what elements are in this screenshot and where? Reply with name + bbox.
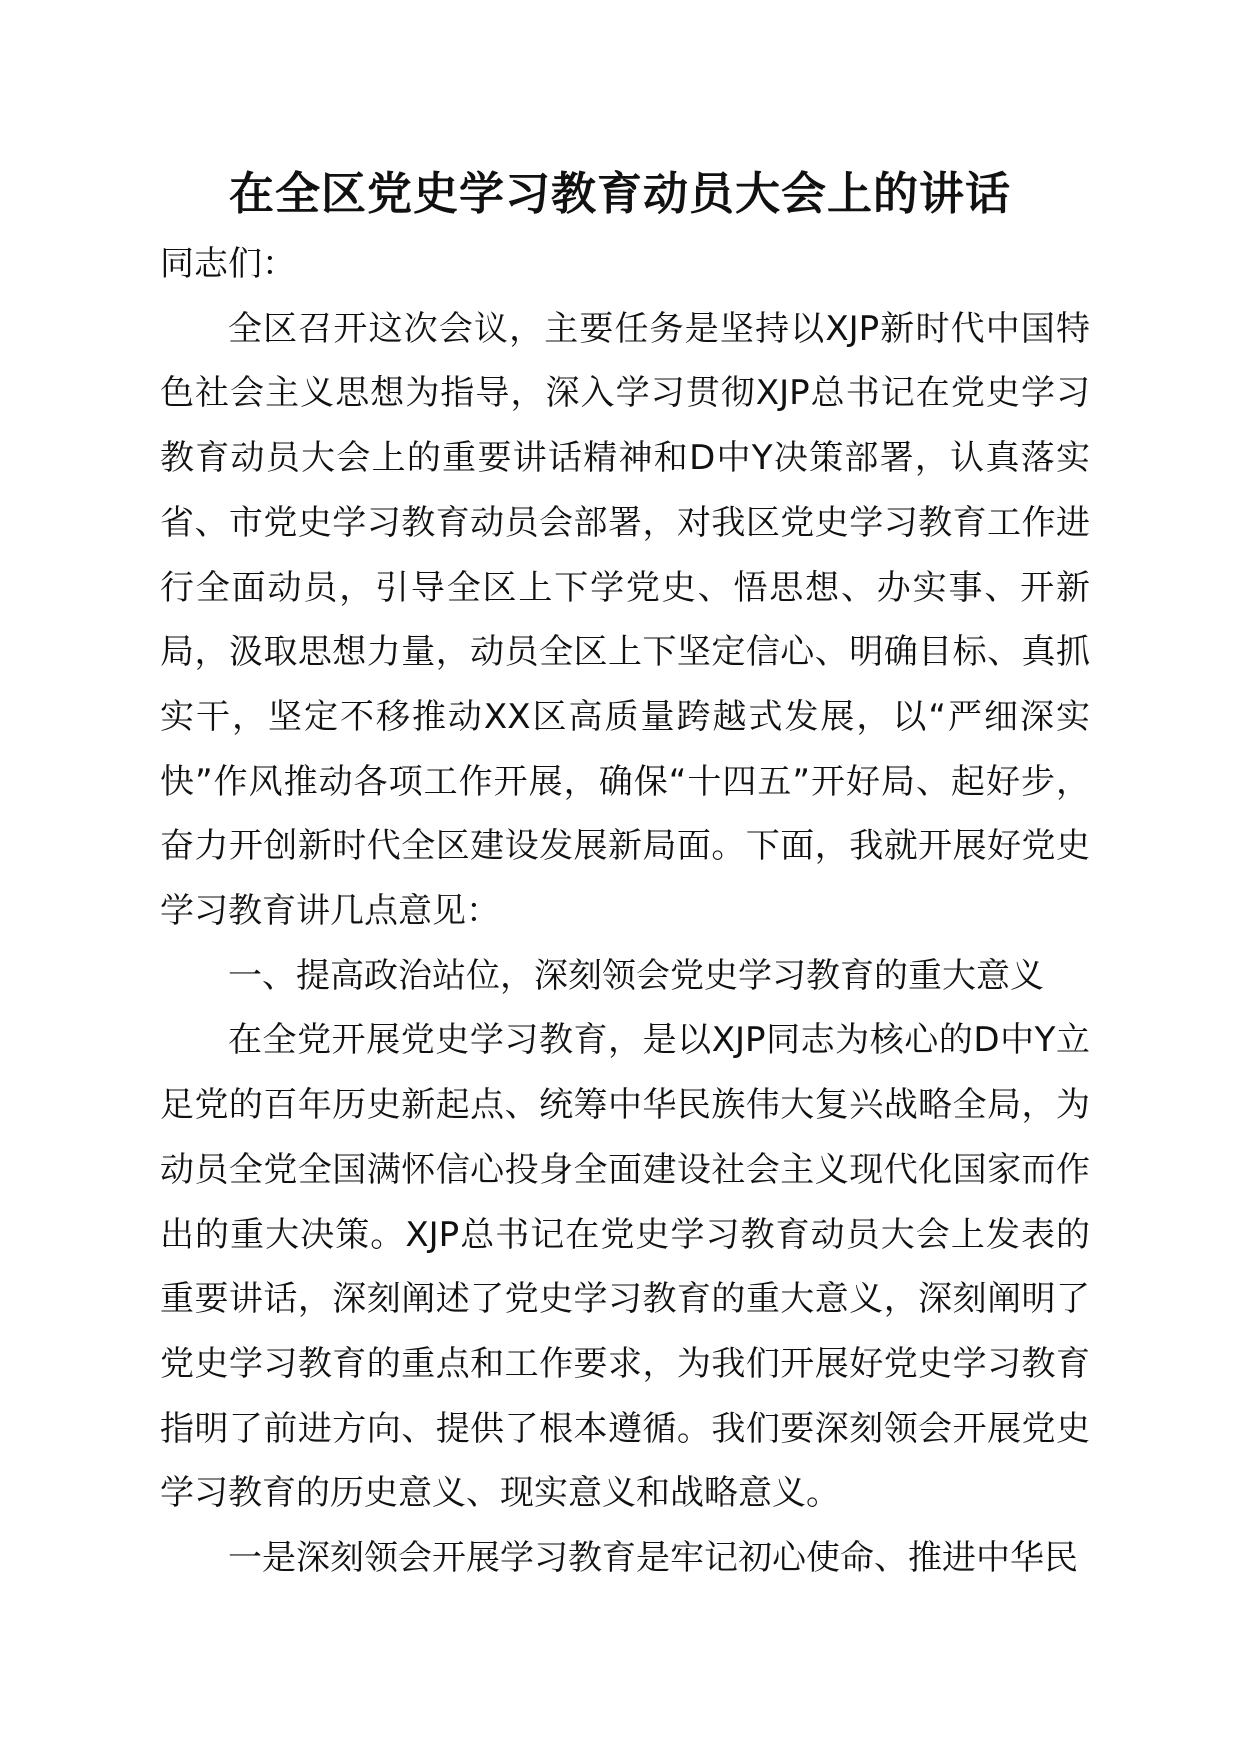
salutation: 同志们： — [160, 244, 296, 284]
document-title: 在全区党史学习教育动员大会上的讲话 — [228, 167, 1011, 220]
paragraph-section-1: 在全党开展党史学习教育，是以XJP同志为核心的D中Y立足党的百年历史新起点、统筹中华民族伟大复兴战略全局，为动员全党全国满怀信心投身全面建设社会主义现代化国家而作出的重大决策。XJP总书记在党史学习教育动员大会上发表的重要讲话，深刻阐述了党史学习教育的重大意义，深刻阐明了党史学习教育的重点和工作要求，为我们开展好党史学习教育指明了前进方向、提供了根本遵循。我们要深刻领会开展党史学习教育的历史意义、现实意义和战略意义。 — [160, 1020, 1090, 1514]
paragraph-intro: 全区召开这次会议，主要任务是坚持以XJP新时代中国特色社会主义思想为指导，深入学习贯彻XJP总书记在党史学习教育动员大会上的重要讲话精神和D中Y决策部署，认真落实省、市党史学习教育动员会部署，对我区党史学习教育工作进行全面动员，引导全区上下学党史、悟思想、办实事、开新局，汲取思想力量，动员全区上下坚定信心、明确目标、真抓实干，坚定不移推动XX区高质量跨越式发展，以“严细深实快”作风推动各项工作开展，确保“十四五”开好局、起好步，奋力开创新时代全区建设发展新局面。下面，我就开展好党史学习教育讲几点意见： — [160, 308, 1090, 932]
section-heading-1: 一、提高政治站位，深刻领会党史学习教育的重大意义 — [228, 955, 1044, 996]
paragraph-point-1: 一是深刻领会开展学习教育是牢记初心使命、推进中华民 — [228, 1538, 1078, 1579]
document-body — [160, 232, 1090, 1591]
